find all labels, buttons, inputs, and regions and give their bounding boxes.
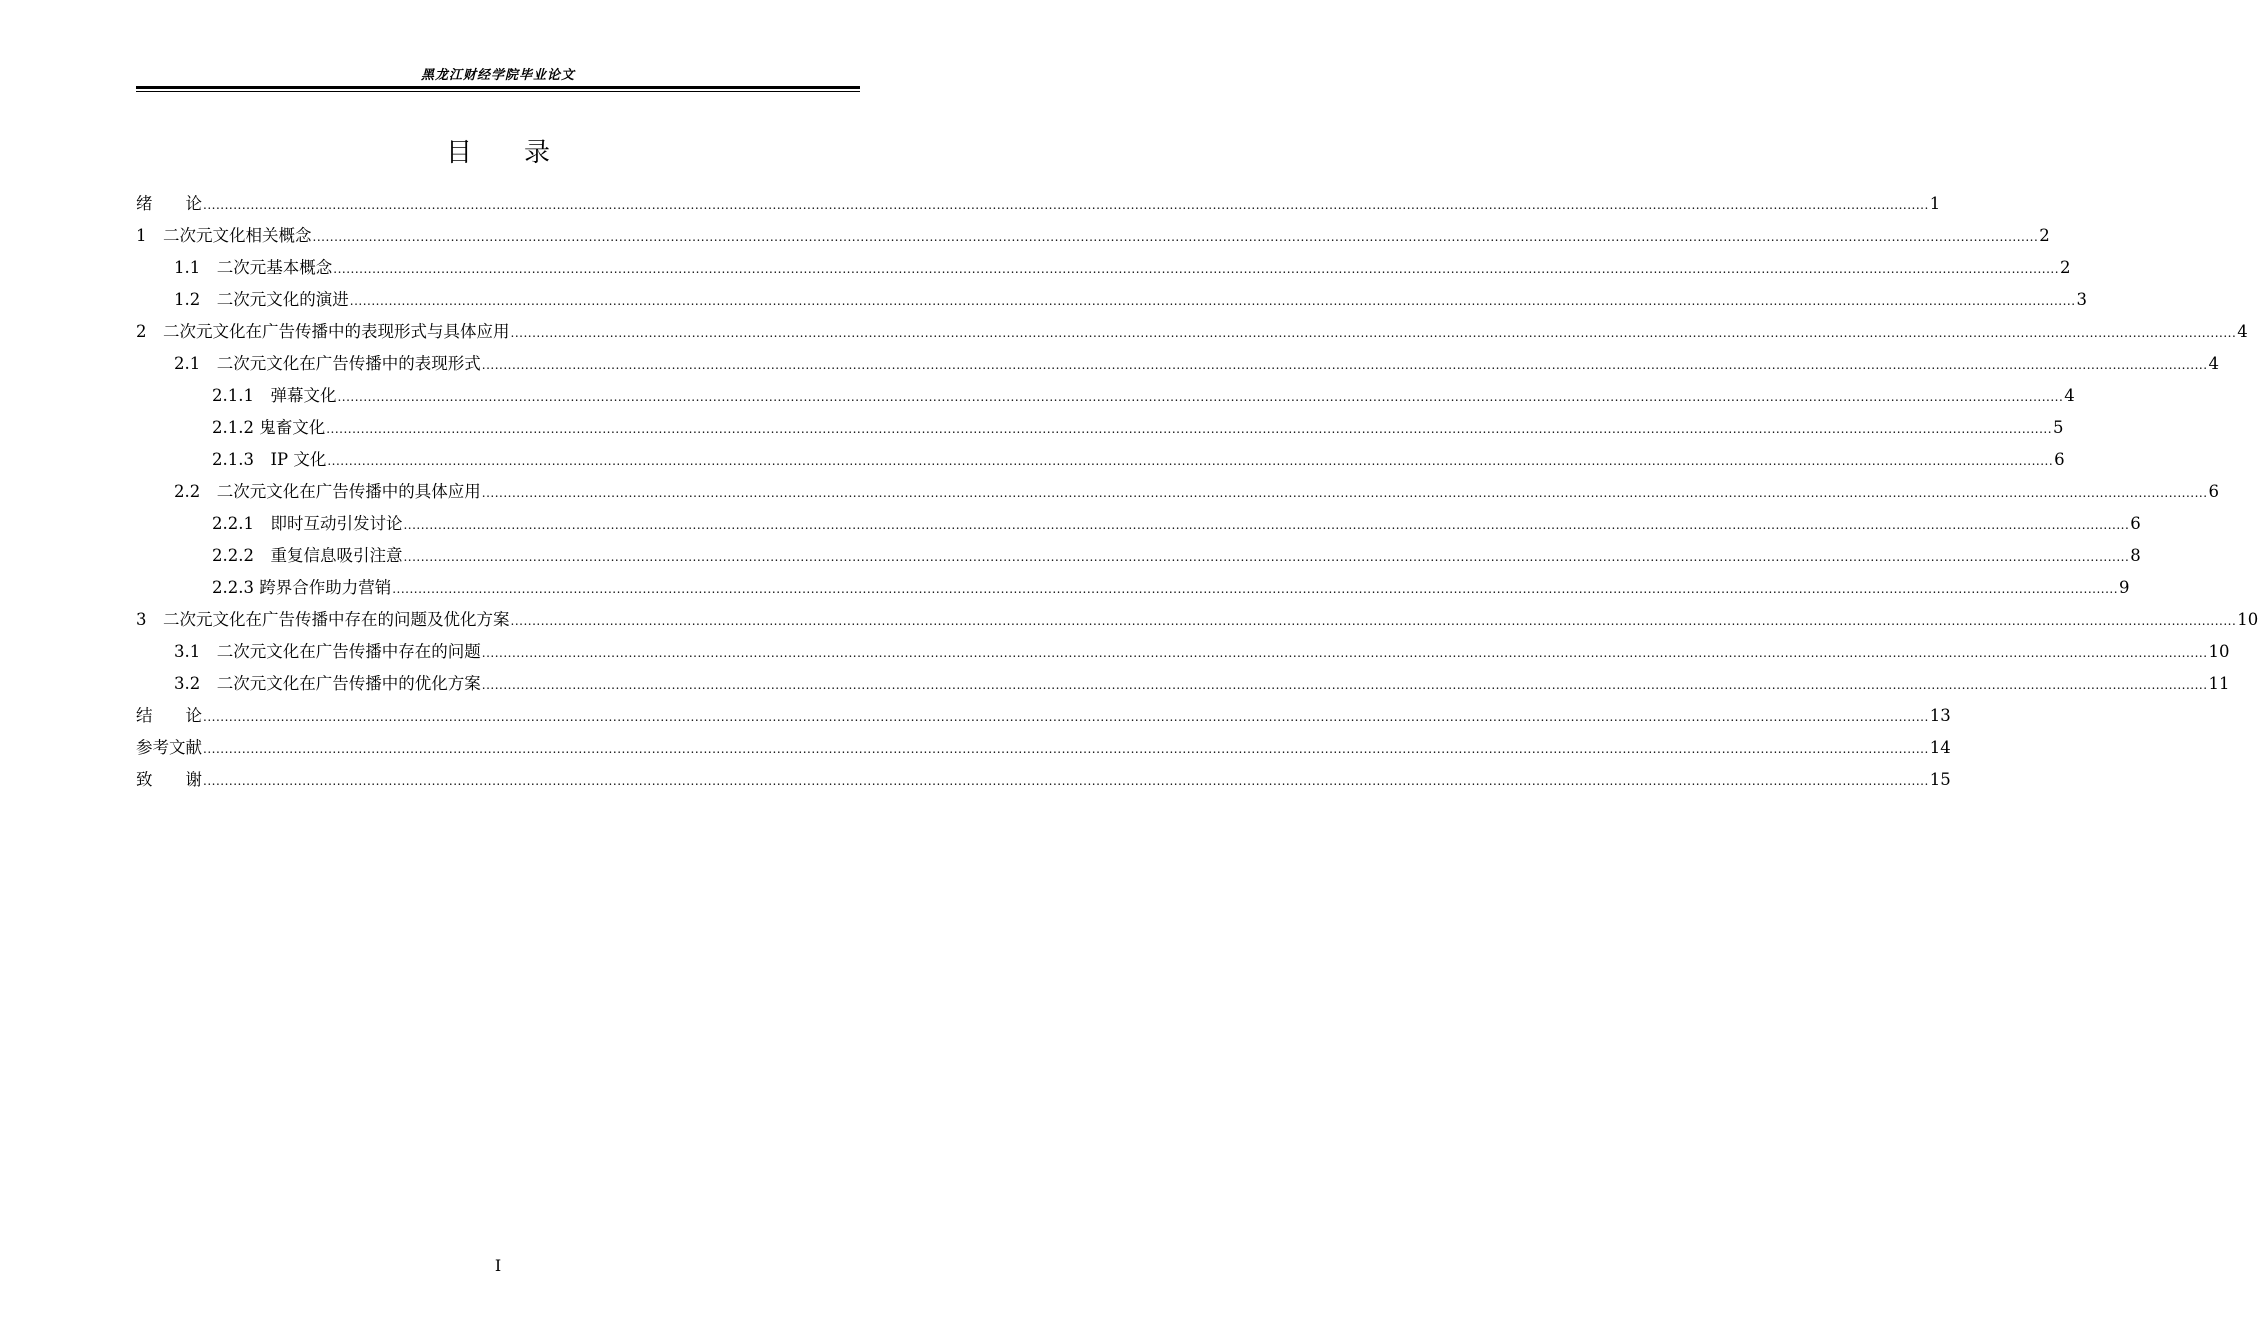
header-rule-thick: [136, 86, 860, 89]
toc-entry-page: 14: [1929, 738, 1951, 757]
toc-entry-label: 3 二次元文化在广告传播中存在的问题及优化方案: [136, 610, 510, 629]
toc-entry-label: 1.1 二次元基本概念: [174, 258, 333, 277]
toc-leader-dots: ................................................................................................................................................................................................................................................................................................................................................................................................................: [481, 358, 2208, 372]
toc-entry[interactable]: [136, 572, 2130, 604]
toc-entry-page: 1: [1929, 194, 1941, 213]
toc-entry[interactable]: [136, 668, 2230, 700]
toc-entry-label: 2.2.2 重复信息吸引注意: [212, 546, 403, 565]
toc-entry-page: 2: [2060, 258, 2071, 277]
toc-leader-dots: ................................................................................................................................................................................................................................................................................................................................................................................................................: [326, 422, 2053, 436]
toc-leader-dots: ................................................................................................................................................................................................................................................................................................................................................................................................................: [392, 582, 2119, 596]
toc-entry[interactable]: [136, 252, 2071, 284]
toc-entry-page: 4: [2064, 386, 2075, 405]
toc-entry-page: 13: [1929, 706, 1951, 725]
toc-entry[interactable]: [136, 412, 2064, 444]
toc-leader-dots: ................................................................................................................................................................................................................................................................................................................................................................................................................: [481, 486, 2208, 500]
toc-entry-page: 2: [2039, 226, 2050, 245]
header-rule-thin: [136, 91, 860, 92]
toc-entry-page: 6: [2054, 450, 2065, 469]
toc-entry-page: 10: [2237, 610, 2258, 629]
toc-entry-label: 3.1 二次元文化在广告传播中存在的问题: [174, 642, 481, 661]
toc-title-part2: 录: [524, 138, 551, 168]
page-number: I: [494, 1256, 502, 1275]
toc-leader-dots: ................................................................................................................................................................................................................................................................................................................................................................................................................: [203, 742, 1929, 756]
toc-entry[interactable]: [136, 380, 2075, 412]
toc-entry[interactable]: [136, 284, 2088, 316]
toc-entry-label: 1 二次元文化相关概念: [136, 226, 312, 245]
toc-entry-page: 8: [2130, 546, 2141, 565]
toc-entry[interactable]: [136, 444, 2065, 476]
toc-entry-label: 2 二次元文化在广告传播中的表现形式与具体应用: [136, 322, 510, 341]
toc-entry-page: 5: [2053, 418, 2064, 437]
toc-entry-label: 3.2 二次元文化在广告传播中的优化方案: [174, 674, 481, 693]
toc-entry[interactable]: [136, 476, 2220, 508]
toc-entry-label: 2.2.3 跨界合作助力营销: [212, 578, 392, 597]
toc-entry[interactable]: [136, 540, 2141, 572]
toc-entry[interactable]: [136, 636, 2230, 668]
toc-entry-label: 2.1 二次元文化在广告传播中的表现形式: [174, 354, 481, 373]
toc-entry-label: 2.1.1 弹幕文化: [212, 386, 337, 405]
toc-leader-dots: ................................................................................................................................................................................................................................................................................................................................................................................................................: [510, 614, 2237, 628]
toc-leader-dots: ................................................................................................................................................................................................................................................................................................................................................................................................................: [403, 550, 2130, 564]
toc-entry-page: 4: [2237, 322, 2248, 341]
toc-entry-label: 2.1.3 IP 文化: [212, 450, 327, 469]
toc-entry[interactable]: [136, 508, 2141, 540]
toc-entry[interactable]: [136, 764, 1951, 796]
toc-entry-page: 9: [2119, 578, 2130, 597]
toc-entry-label: 2.1.2 鬼畜文化: [212, 418, 326, 437]
toc-entry[interactable]: [136, 316, 2248, 348]
toc-leader-dots: ................................................................................................................................................................................................................................................................................................................................................................................................................: [203, 774, 1929, 788]
toc-leader-dots: ................................................................................................................................................................................................................................................................................................................................................................................................................: [510, 326, 2237, 340]
toc-entry-label: 结 论: [136, 706, 202, 725]
toc-leader-dots: ................................................................................................................................................................................................................................................................................................................................................................................................................: [337, 390, 2064, 404]
toc-leader-dots: ................................................................................................................................................................................................................................................................................................................................................................................................................: [349, 294, 2076, 308]
toc-entry-label: 绪 论: [136, 194, 202, 213]
toc-entry-label: 参考文献: [136, 738, 202, 757]
page-header: 黑龙江财经学院毕业论文: [420, 68, 575, 83]
toc-leader-dots: ................................................................................................................................................................................................................................................................................................................................................................................................................: [481, 646, 2208, 660]
toc-entry-page: 15: [1929, 770, 1951, 789]
toc-entry-page: 4: [2208, 354, 2220, 373]
toc-entry-page: 6: [2208, 482, 2220, 501]
toc-title-part1: 目: [445, 138, 472, 168]
toc-entry-page: 6: [2130, 514, 2141, 533]
toc-entry-label: 致 谢: [136, 770, 202, 789]
toc-entry-label: 2.2 二次元文化在广告传播中的具体应用: [174, 482, 481, 501]
toc-title: [136, 132, 860, 169]
toc-entry[interactable]: [136, 348, 2220, 380]
toc-entry[interactable]: [136, 188, 1941, 220]
toc-leader-dots: ................................................................................................................................................................................................................................................................................................................................................................................................................: [327, 454, 2054, 468]
toc-entry[interactable]: [136, 604, 2258, 636]
toc-entry-page: 11: [2208, 674, 2230, 693]
toc-entry-label: 1.2 二次元文化的演进: [174, 290, 349, 309]
toc-entry-label: 2.2.1 即时互动引发讨论: [212, 514, 403, 533]
table-of-contents: [136, 188, 2258, 796]
toc-leader-dots: ................................................................................................................................................................................................................................................................................................................................................................................................................: [481, 678, 2208, 692]
toc-leader-dots: ................................................................................................................................................................................................................................................................................................................................................................................................................: [333, 262, 2060, 276]
toc-leader-dots: ................................................................................................................................................................................................................................................................................................................................................................................................................: [312, 230, 2039, 244]
toc-entry[interactable]: [136, 220, 2050, 252]
toc-leader-dots: ................................................................................................................................................................................................................................................................................................................................................................................................................: [203, 710, 1929, 724]
toc-leader-dots: ................................................................................................................................................................................................................................................................................................................................................................................................................: [203, 198, 1929, 212]
toc-entry[interactable]: [136, 732, 1951, 764]
toc-leader-dots: ................................................................................................................................................................................................................................................................................................................................................................................................................: [403, 518, 2130, 532]
toc-entry-page: 10: [2208, 642, 2230, 661]
toc-entry-page: 3: [2076, 290, 2088, 309]
toc-entry[interactable]: [136, 700, 1951, 732]
